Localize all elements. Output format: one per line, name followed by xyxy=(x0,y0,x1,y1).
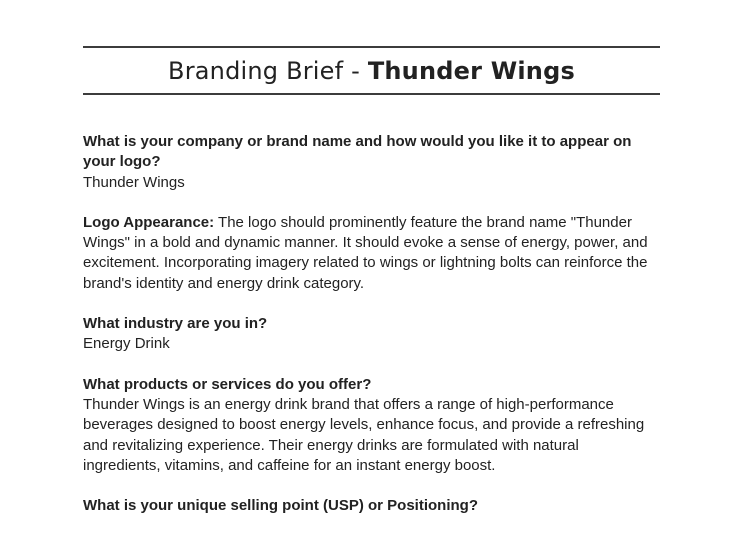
section-brand-name xyxy=(83,132,660,193)
title-prefix: Branding Brief - xyxy=(168,56,368,85)
question-usp: What is your unique selling point (USP) or Positioning? xyxy=(83,497,478,515)
answer-products: Thunder Wings is an energy drink brand that offers a range of high-performance beverages designed to boost energy levels, enhance focus, and provide a refreshing and revitalizing experience. Their energy drinks are formulated with natural ingredients, vitamins, and caffeine for an instant energy boost. xyxy=(83,395,645,474)
brief-content xyxy=(83,132,660,516)
question-industry: What industry are you in? xyxy=(83,315,268,333)
page-title xyxy=(168,57,575,85)
logo-appearance-label: Logo Appearance: xyxy=(83,213,215,231)
section-products xyxy=(83,375,660,476)
answer-brand-name: Thunder Wings xyxy=(83,173,185,191)
section-logo-appearance xyxy=(83,213,660,294)
document-page xyxy=(83,46,660,536)
title-brand: Thunder Wings xyxy=(367,56,575,85)
question-brand-name: What is your company or brand name and how would you like it to appear on your logo? xyxy=(83,133,632,171)
section-industry xyxy=(83,314,660,355)
title-bar xyxy=(83,46,660,95)
question-products: What products or services do you offer? xyxy=(83,375,372,393)
section-usp xyxy=(83,496,660,516)
answer-industry: Energy Drink xyxy=(83,335,170,353)
logo-appearance-text: The logo should prominently feature the brand name "Thunder Wings" in a bold and dynamic manner. It should evoke a sense of energy, power, and excitement. Incorporating imagery related to wings or lightning bolts can reinforce the brand's identity and energy drink category. xyxy=(83,213,648,292)
